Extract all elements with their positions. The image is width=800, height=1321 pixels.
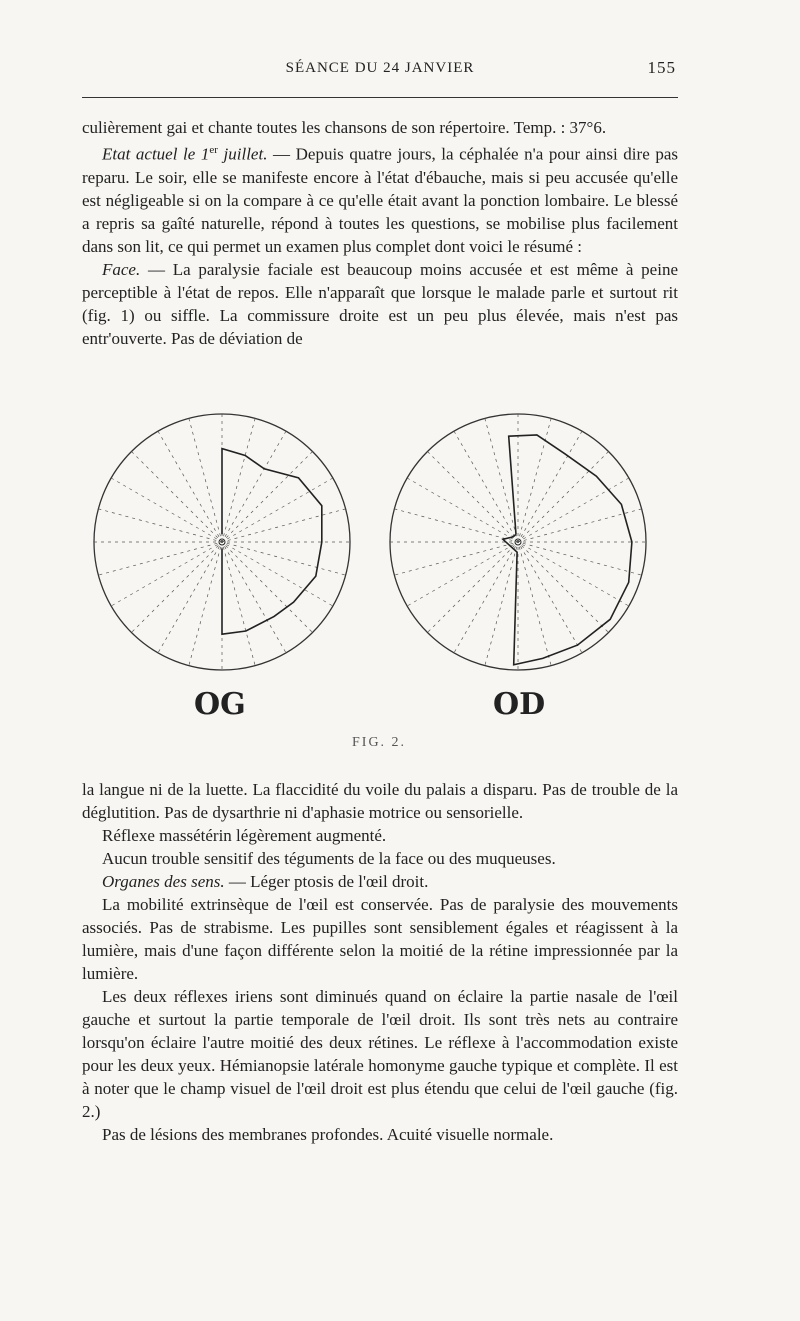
text-run: culièrement gai et chante toutes les chansons de son répertoire. Temp. : 37°6.: [82, 118, 607, 137]
italic-text: Etat actuel le: [102, 144, 201, 164]
left-eye-label: OG: [194, 687, 246, 722]
italic-text: Face.: [102, 259, 141, 279]
page-number: 155: [647, 58, 676, 77]
paragraph: [82, 847, 678, 870]
italic-text: juillet.: [217, 144, 268, 164]
text-run: Réflexe massétérin légèrement augmenté.: [102, 826, 387, 845]
text-run: Les deux réflexes iriens sont diminués quand on éclaire la partie nasale de l'œil gauche et surtout la partie temporale de l'œil droit. Ils sont très nets au contraire lorsqu'on éclaire l'autre moitié des deux rétines. Le réflexe à l'accommodation existe pour les deux yeux. Hémianopsie latérale homonyme gauche typique et complète. Il est à noter que le champ visuel de l'œil droit est plus étendu que celui de l'œil gauche (fig. 2.): [82, 987, 678, 1121]
text-run: — La paralysie faciale est beaucoup moins accusée et est même à peine perceptible à l'état de repos. Elle n'apparaît que lorsque le malade parle et surtout rit (fig. 1) ou siffle. La commissure droite est un peu plus élevée, mais n'est pas entr'ouverte. Pas de déviation de: [82, 259, 678, 348]
text-run: er: [209, 144, 218, 156]
running-title: SÉANCE DU 24 JANVIER: [285, 60, 475, 76]
visual-field-charts: [82, 395, 678, 765]
text-block-bottom: [82, 778, 678, 1146]
text-block-top: [82, 116, 678, 350]
header-rule: [82, 97, 678, 98]
paragraph: [82, 1123, 678, 1146]
paragraph: [82, 824, 678, 847]
paragraph: [82, 778, 678, 824]
text-run: Aucun trouble sensitif des téguments de la face ou des muqueuses.: [102, 849, 556, 868]
text-run: La mobilité extrinsèque de l'œil est conservée. Pas de paralysie des mouvements associés. Pas de strabisme. Les pupilles sont sensiblement égales et réagissent à la lumière, mais d'une façon différente selon la moitié de la rétine impressionnée par la lumière.: [82, 895, 678, 983]
figure-caption: FIG. 2.: [352, 735, 407, 750]
paragraph: [82, 870, 678, 893]
text-run: — Depuis quatre jours, la céphalée n'a pour ainsi dire pas reparu. Le soir, elle se manifeste encore à l'état d'ébauche, mais si peu accusée qu'elle est négligeable si on la compare à ce qu'elle était avant la ponction lombaire. Le blessé a repris sa gaîté naturelle, répond à toutes les questions, se mobilise plus facilement dans son lit, ce qui permet un examen plus complet dont voici le résumé :: [82, 144, 678, 256]
visual-field-figure: [82, 395, 678, 765]
italic-text: Organes des sens.: [102, 872, 225, 891]
italic-text: 1: [200, 144, 210, 164]
visual-field-outline: [222, 449, 322, 635]
running-header: [82, 56, 678, 78]
visual-field-chart-left-eye: [94, 414, 350, 670]
paragraph: [82, 258, 678, 350]
paragraph: [82, 893, 678, 985]
visual-field-outline: [503, 435, 632, 665]
right-eye-label: OD: [493, 687, 546, 722]
text-run: — Léger ptosis de l'œil droit.: [224, 872, 429, 891]
paragraph: [82, 139, 678, 258]
visual-field-chart-right-eye: [390, 414, 646, 670]
paragraph: [82, 985, 678, 1123]
text-run: la langue ni de la luette. La flaccidité du voile du palais a disparu. Pas de trouble de la déglutition. Pas de dysarthrie ni d'aphasie motrice ou sensorielle.: [82, 780, 678, 822]
text-run: Pas de lésions des membranes profondes. Acuité visuelle normale.: [102, 1125, 554, 1144]
paragraph: [82, 116, 678, 139]
